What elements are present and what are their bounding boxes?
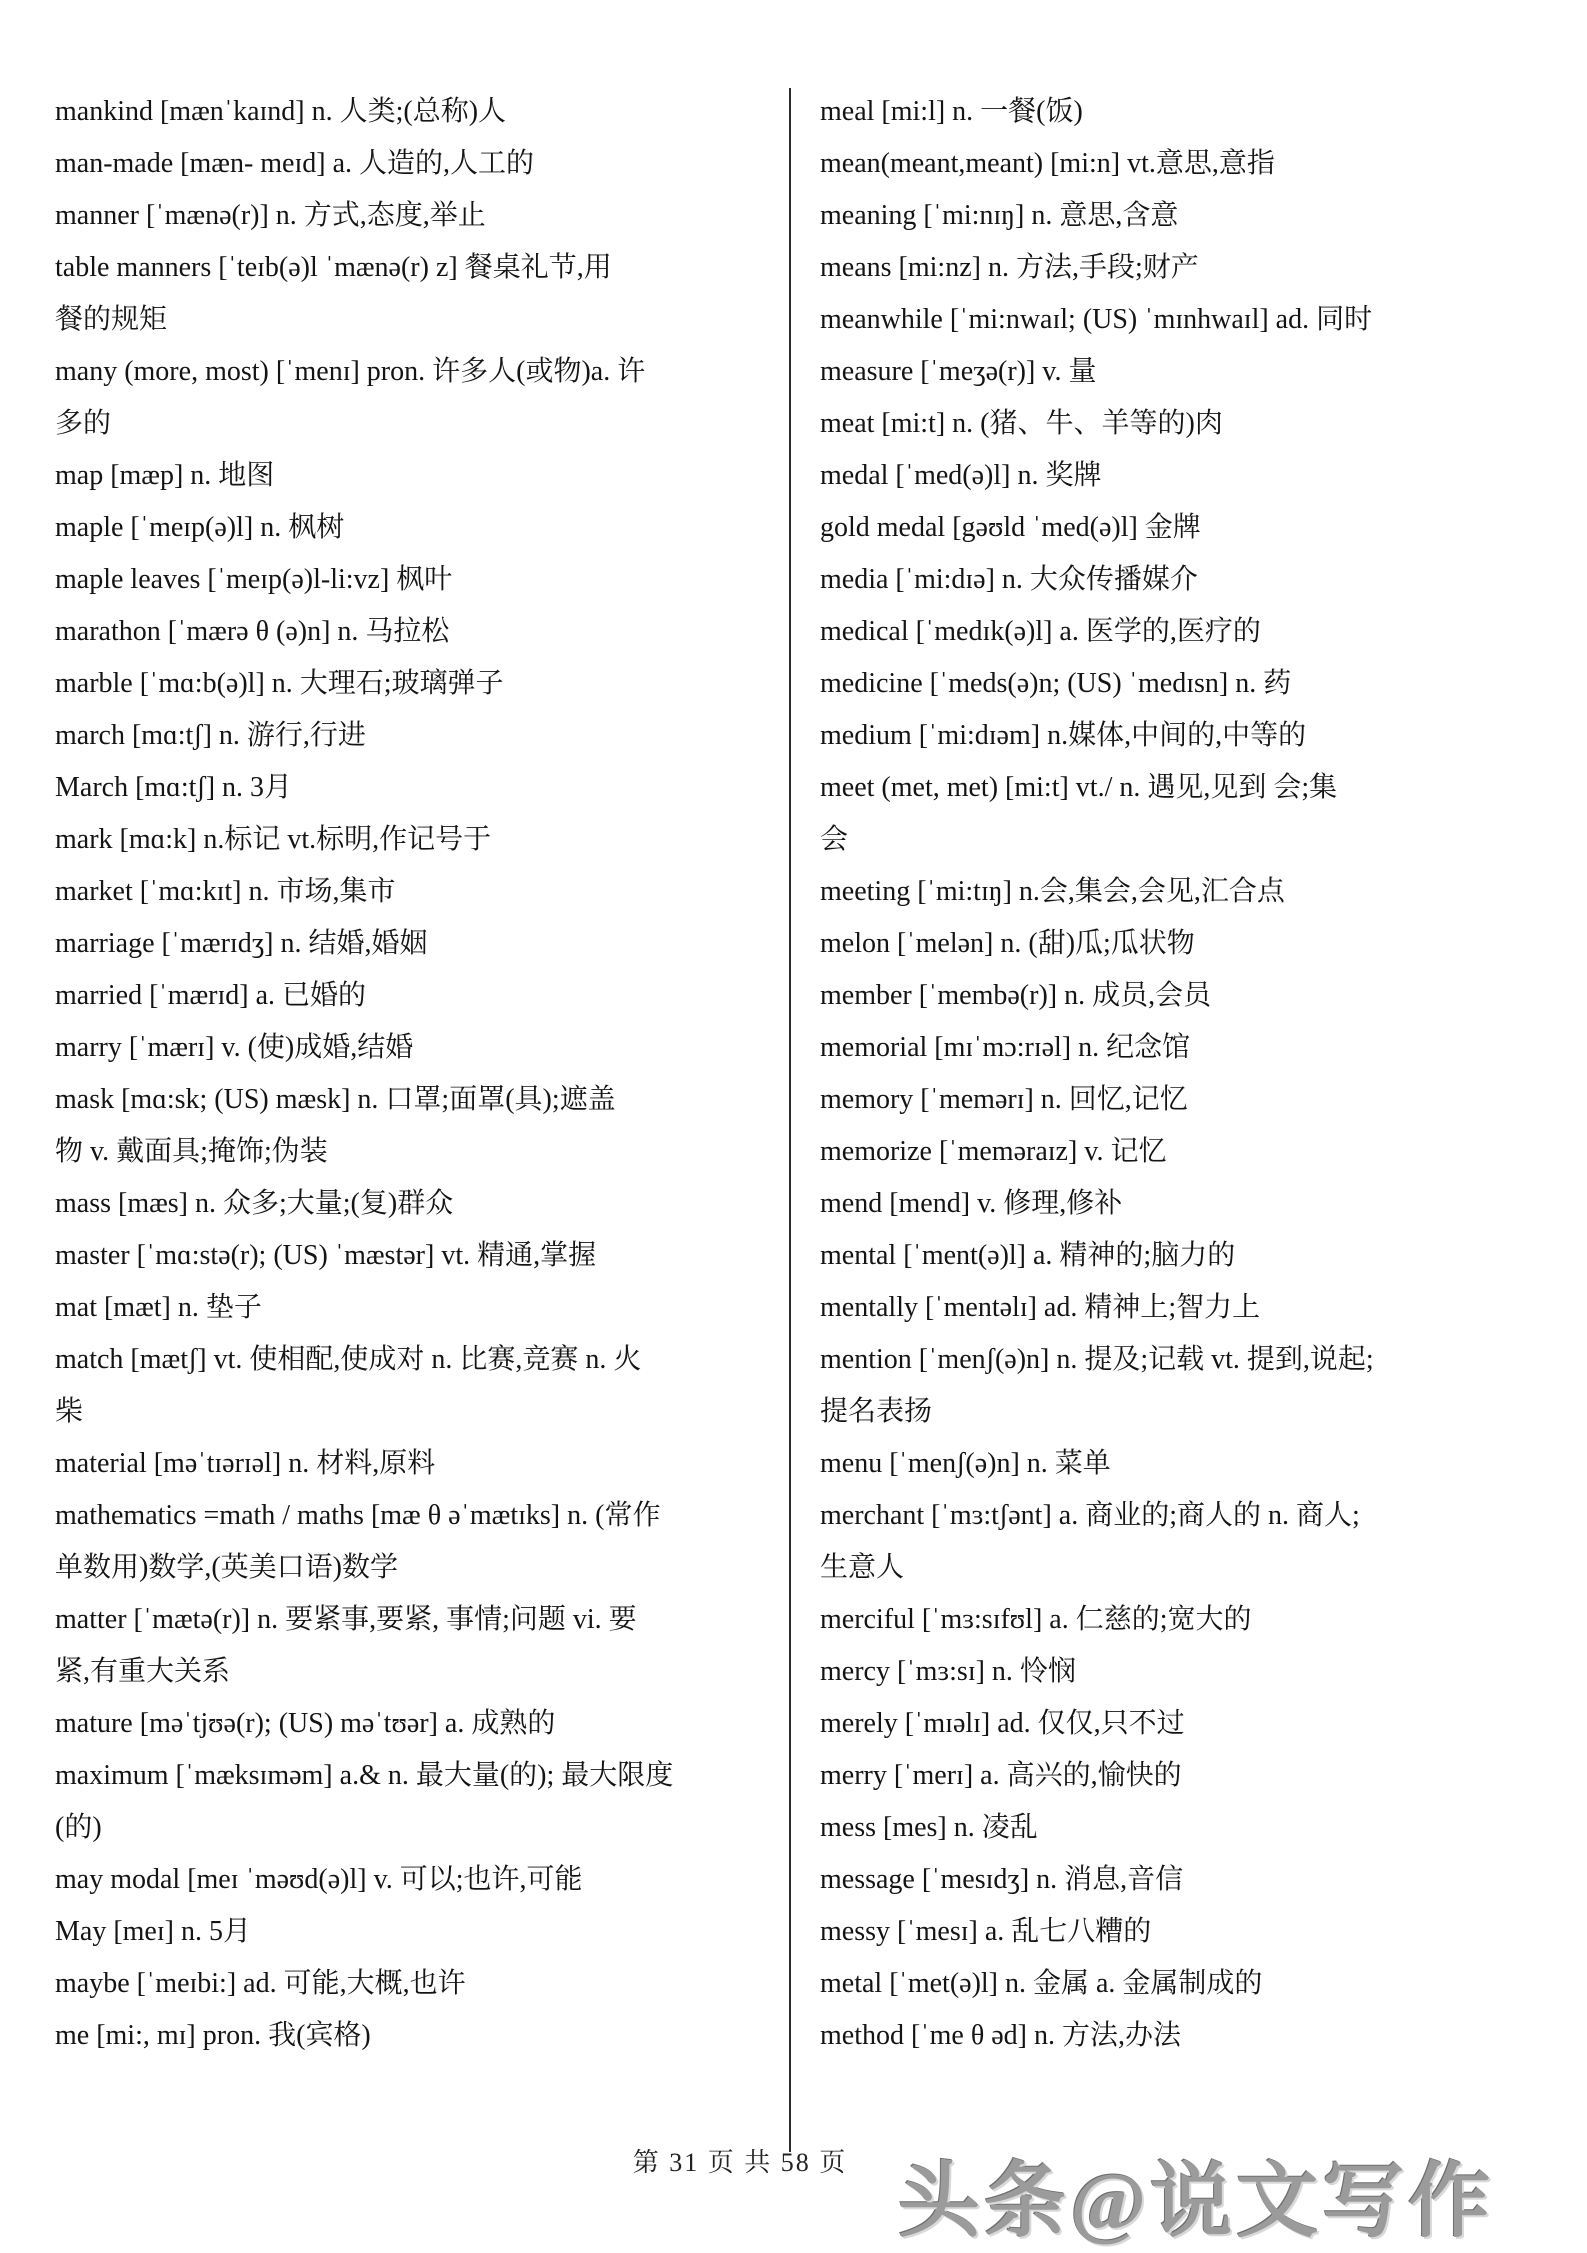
dictionary-entry-line: march [mɑ:tʃ] n. 游行,行进 [55, 720, 366, 751]
dictionary-entry-line: medal [ˈmed(ə)l] n. 奖牌 [820, 460, 1102, 491]
dictionary-entry-line: matter [ˈmætə(r)] n. 要紧事,要紧, 事情;问题 vi. 要 [55, 1604, 637, 1635]
watermark-text: 头条@说文写作 [898, 2156, 1495, 2247]
dictionary-entry-line: medical [ˈmedɪk(ə)l] a. 医学的,医疗的 [820, 616, 1261, 647]
left-column [55, 86, 673, 2062]
dictionary-entry-line: metal [ˈmet(ə)l] n. 金属 a. 金属制成的 [820, 1968, 1263, 1999]
dictionary-entry-line: mental [ˈment(ə)l] a. 精神的;脑力的 [820, 1240, 1236, 1271]
dictionary-entry-line: meat [mi:t] n. (猪、牛、羊等的)肉 [820, 408, 1223, 439]
dictionary-entry-line: may modal [meɪ ˈməʊd(ə)l] v. 可以;也许,可能 [55, 1864, 583, 1895]
dictionary-entry-line: measure [ˈmeʒə(r)] v. 量 [820, 356, 1097, 387]
dictionary-entry-line: media [ˈmi:dɪə] n. 大众传播媒介 [820, 564, 1198, 595]
dictionary-entry-line: maple [ˈmeɪp(ə)l] n. 枫树 [55, 512, 345, 543]
dictionary-entry-line: me [mi:, mɪ] pron. 我(宾格) [55, 2020, 371, 2051]
dictionary-entry-line: melon [ˈmelən] n. (甜)瓜;瓜状物 [820, 928, 1195, 959]
dictionary-entry-line: market [ˈmɑ:kɪt] n. 市场,集市 [55, 876, 396, 907]
dictionary-entry-line: 生意人 [820, 1552, 905, 1583]
dictionary-entry-line: memory [ˈmemərɪ] n. 回忆,记忆 [820, 1084, 1188, 1115]
dictionary-entry-line: meet (met, met) [mi:t] vt./ n. 遇见,见到 会;集 [820, 772, 1338, 803]
dictionary-entry-line: merchant [ˈmɜ:tʃənt] a. 商业的;商人的 n. 商人; [820, 1500, 1360, 1531]
dictionary-entry-line: mention [ˈmenʃ(ə)n] n. 提及;记载 vt. 提到,说起; [820, 1344, 1374, 1375]
dictionary-entry-line: mentally [ˈmentəlɪ] ad. 精神上;智力上 [820, 1292, 1261, 1323]
dictionary-entry-line: many (more, most) [ˈmenɪ] pron. 许多人(或物)a. 许 [55, 356, 646, 387]
dictionary-entry-line: 物 v. 戴面具;掩饰;伪装 [55, 1136, 328, 1167]
dictionary-entry-line: material [məˈtɪərɪəl] n. 材料,原料 [55, 1448, 436, 1479]
dictionary-entry-line: 柴 [55, 1396, 84, 1427]
dictionary-entry-line: 紧,有重大关系 [55, 1656, 231, 1687]
dictionary-entry-line: mess [mes] n. 凌乱 [820, 1812, 1038, 1843]
dictionary-entry-line: merely [ˈmɪəlɪ] ad. 仅仅,只不过 [820, 1708, 1185, 1739]
dictionary-entry-line: message [ˈmesɪdʒ] n. 消息,音信 [820, 1864, 1184, 1895]
dictionary-entry-line: messy [ˈmesɪ] a. 乱七八糟的 [820, 1916, 1152, 1947]
dictionary-entry-line: meaning [ˈmi:nɪŋ] n. 意思,含意 [820, 200, 1179, 231]
dictionary-entry-line: May [meɪ] n. 5月 [55, 1916, 251, 1947]
dictionary-entry-line: maybe [ˈmeɪbi:] ad. 可能,大概,也许 [55, 1968, 466, 1999]
dictionary-entry-line: mercy [ˈmɜ:sɪ] n. 怜悯 [820, 1656, 1076, 1687]
dictionary-entry-line: (的) [55, 1812, 102, 1843]
column-divider-line [789, 88, 791, 2152]
dictionary-entry-line: medium [ˈmi:dɪəm] n.媒体,中间的,中等的 [820, 720, 1307, 751]
dictionary-entry-line: marble [ˈmɑ:b(ə)l] n. 大理石;玻璃弹子 [55, 668, 504, 699]
dictionary-entry-line: mask [mɑ:sk; (US) mæsk] n. 口罩;面罩(具);遮盖 [55, 1084, 616, 1115]
dictionary-entry-line: marathon [ˈmærə θ (ə)n] n. 马拉松 [55, 616, 450, 647]
dictionary-entry-line: 会 [820, 824, 849, 855]
dictionary-entry-line: mature [məˈtjʊə(r); (US) məˈtʊər] a. 成熟的 [55, 1708, 556, 1739]
dictionary-entry-line: means [mi:nz] n. 方法,手段;财产 [820, 252, 1199, 283]
dictionary-entry-line: mend [mend] v. 修理,修补 [820, 1188, 1123, 1219]
dictionary-entry-line: memorize [ˈmeməraɪz] v. 记忆 [820, 1136, 1167, 1167]
right-column [820, 86, 1374, 2062]
dictionary-entry-line: meanwhile [ˈmi:nwaɪl; (US) ˈmɪnhwaɪl] ad. 同时 [820, 304, 1373, 335]
dictionary-entry-line: marry [ˈmærɪ] v. (使)成婚,结婚 [55, 1032, 414, 1063]
dictionary-entry-line: 提名表扬 [820, 1396, 933, 1427]
dictionary-entry-line: 餐的规矩 [55, 304, 168, 335]
dictionary-entry-line: merry [ˈmerɪ] a. 高兴的,愉快的 [820, 1760, 1182, 1791]
dictionary-entry-line: manner [ˈmænə(r)] n. 方式,态度,举止 [55, 200, 486, 231]
dictionary-entry-line: medicine [ˈmeds(ə)n; (US) ˈmedɪsn] n. 药 [820, 668, 1292, 699]
dictionary-entry-line: March [mɑ:tʃ] n. 3月 [55, 772, 293, 803]
dictionary-entry-line: maple leaves [ˈmeɪp(ə)l-li:vz] 枫叶 [55, 564, 453, 595]
dictionary-entry-line: maximum [ˈmæksɪməm] a.& n. 最大量(的); 最大限度 [55, 1760, 674, 1791]
dictionary-entry-line: mass [mæs] n. 众多;大量;(复)群众 [55, 1188, 454, 1219]
dictionary-entry-line: mat [mæt] n. 垫子 [55, 1292, 262, 1323]
dictionary-entry-line: 单数用)数学,(英美口语)数学 [55, 1552, 398, 1583]
dictionary-entry-line: married [ˈmærɪd] a. 已婚的 [55, 980, 367, 1011]
dictionary-entry-line: mathematics =math / maths [mæ θ əˈmætɪks] n. (常作 [55, 1500, 661, 1531]
page-number-footer: 第 31 页 共 58 页 [632, 2148, 848, 2177]
dictionary-entry-line: mankind [mænˈkaɪnd] n. 人类;(总称)人 [55, 96, 507, 127]
dictionary-entry-line: gold medal [gəʊld ˈmed(ə)l] 金牌 [820, 512, 1201, 543]
dictionary-entry-line: marriage [ˈmærɪdʒ] n. 结婚,婚姻 [55, 928, 428, 959]
dictionary-entry-line: master [ˈmɑ:stə(r); (US) ˈmæstər] vt. 精通,掌握 [55, 1240, 597, 1271]
dictionary-entry-line: meeting [ˈmi:tɪŋ] n.会,集会,会见,汇合点 [820, 876, 1285, 907]
dictionary-entry-line: method [ˈme θ əd] n. 方法,办法 [820, 2020, 1182, 2051]
dictionary-entry-line: merciful [ˈmɜ:sɪfʊl] a. 仁慈的;宽大的 [820, 1604, 1252, 1635]
dictionary-entry-line: map [mæp] n. 地图 [55, 460, 275, 491]
dictionary-entry-line: meal [mi:l] n. 一餐(饭) [820, 96, 1083, 127]
dictionary-entry-line: man-made [mæn- meɪd] a. 人造的,人工的 [55, 148, 535, 179]
dictionary-entry-line: 多的 [55, 408, 112, 439]
dictionary-entry-line: match [mætʃ] vt. 使相配,使成对 n. 比赛,竞赛 n. 火 [55, 1344, 642, 1375]
dictionary-entry-line: mean(meant,meant) [mi:n] vt.意思,意指 [820, 148, 1275, 179]
dictionary-entry-line: memorial [mɪˈmɔ:rɪəl] n. 纪念馆 [820, 1032, 1191, 1063]
dictionary-entry-line: menu [ˈmenʃ(ə)n] n. 菜单 [820, 1448, 1111, 1479]
dictionary-entry-line: table manners [ˈteɪb(ə)l ˈmænə(r) z] 餐桌礼节,用 [55, 252, 612, 283]
dictionary-entry-line: member [ˈmembə(r)] n. 成员,会员 [820, 980, 1212, 1011]
dictionary-entry-line: mark [mɑ:k] n.标记 vt.标明,作记号于 [55, 824, 492, 855]
